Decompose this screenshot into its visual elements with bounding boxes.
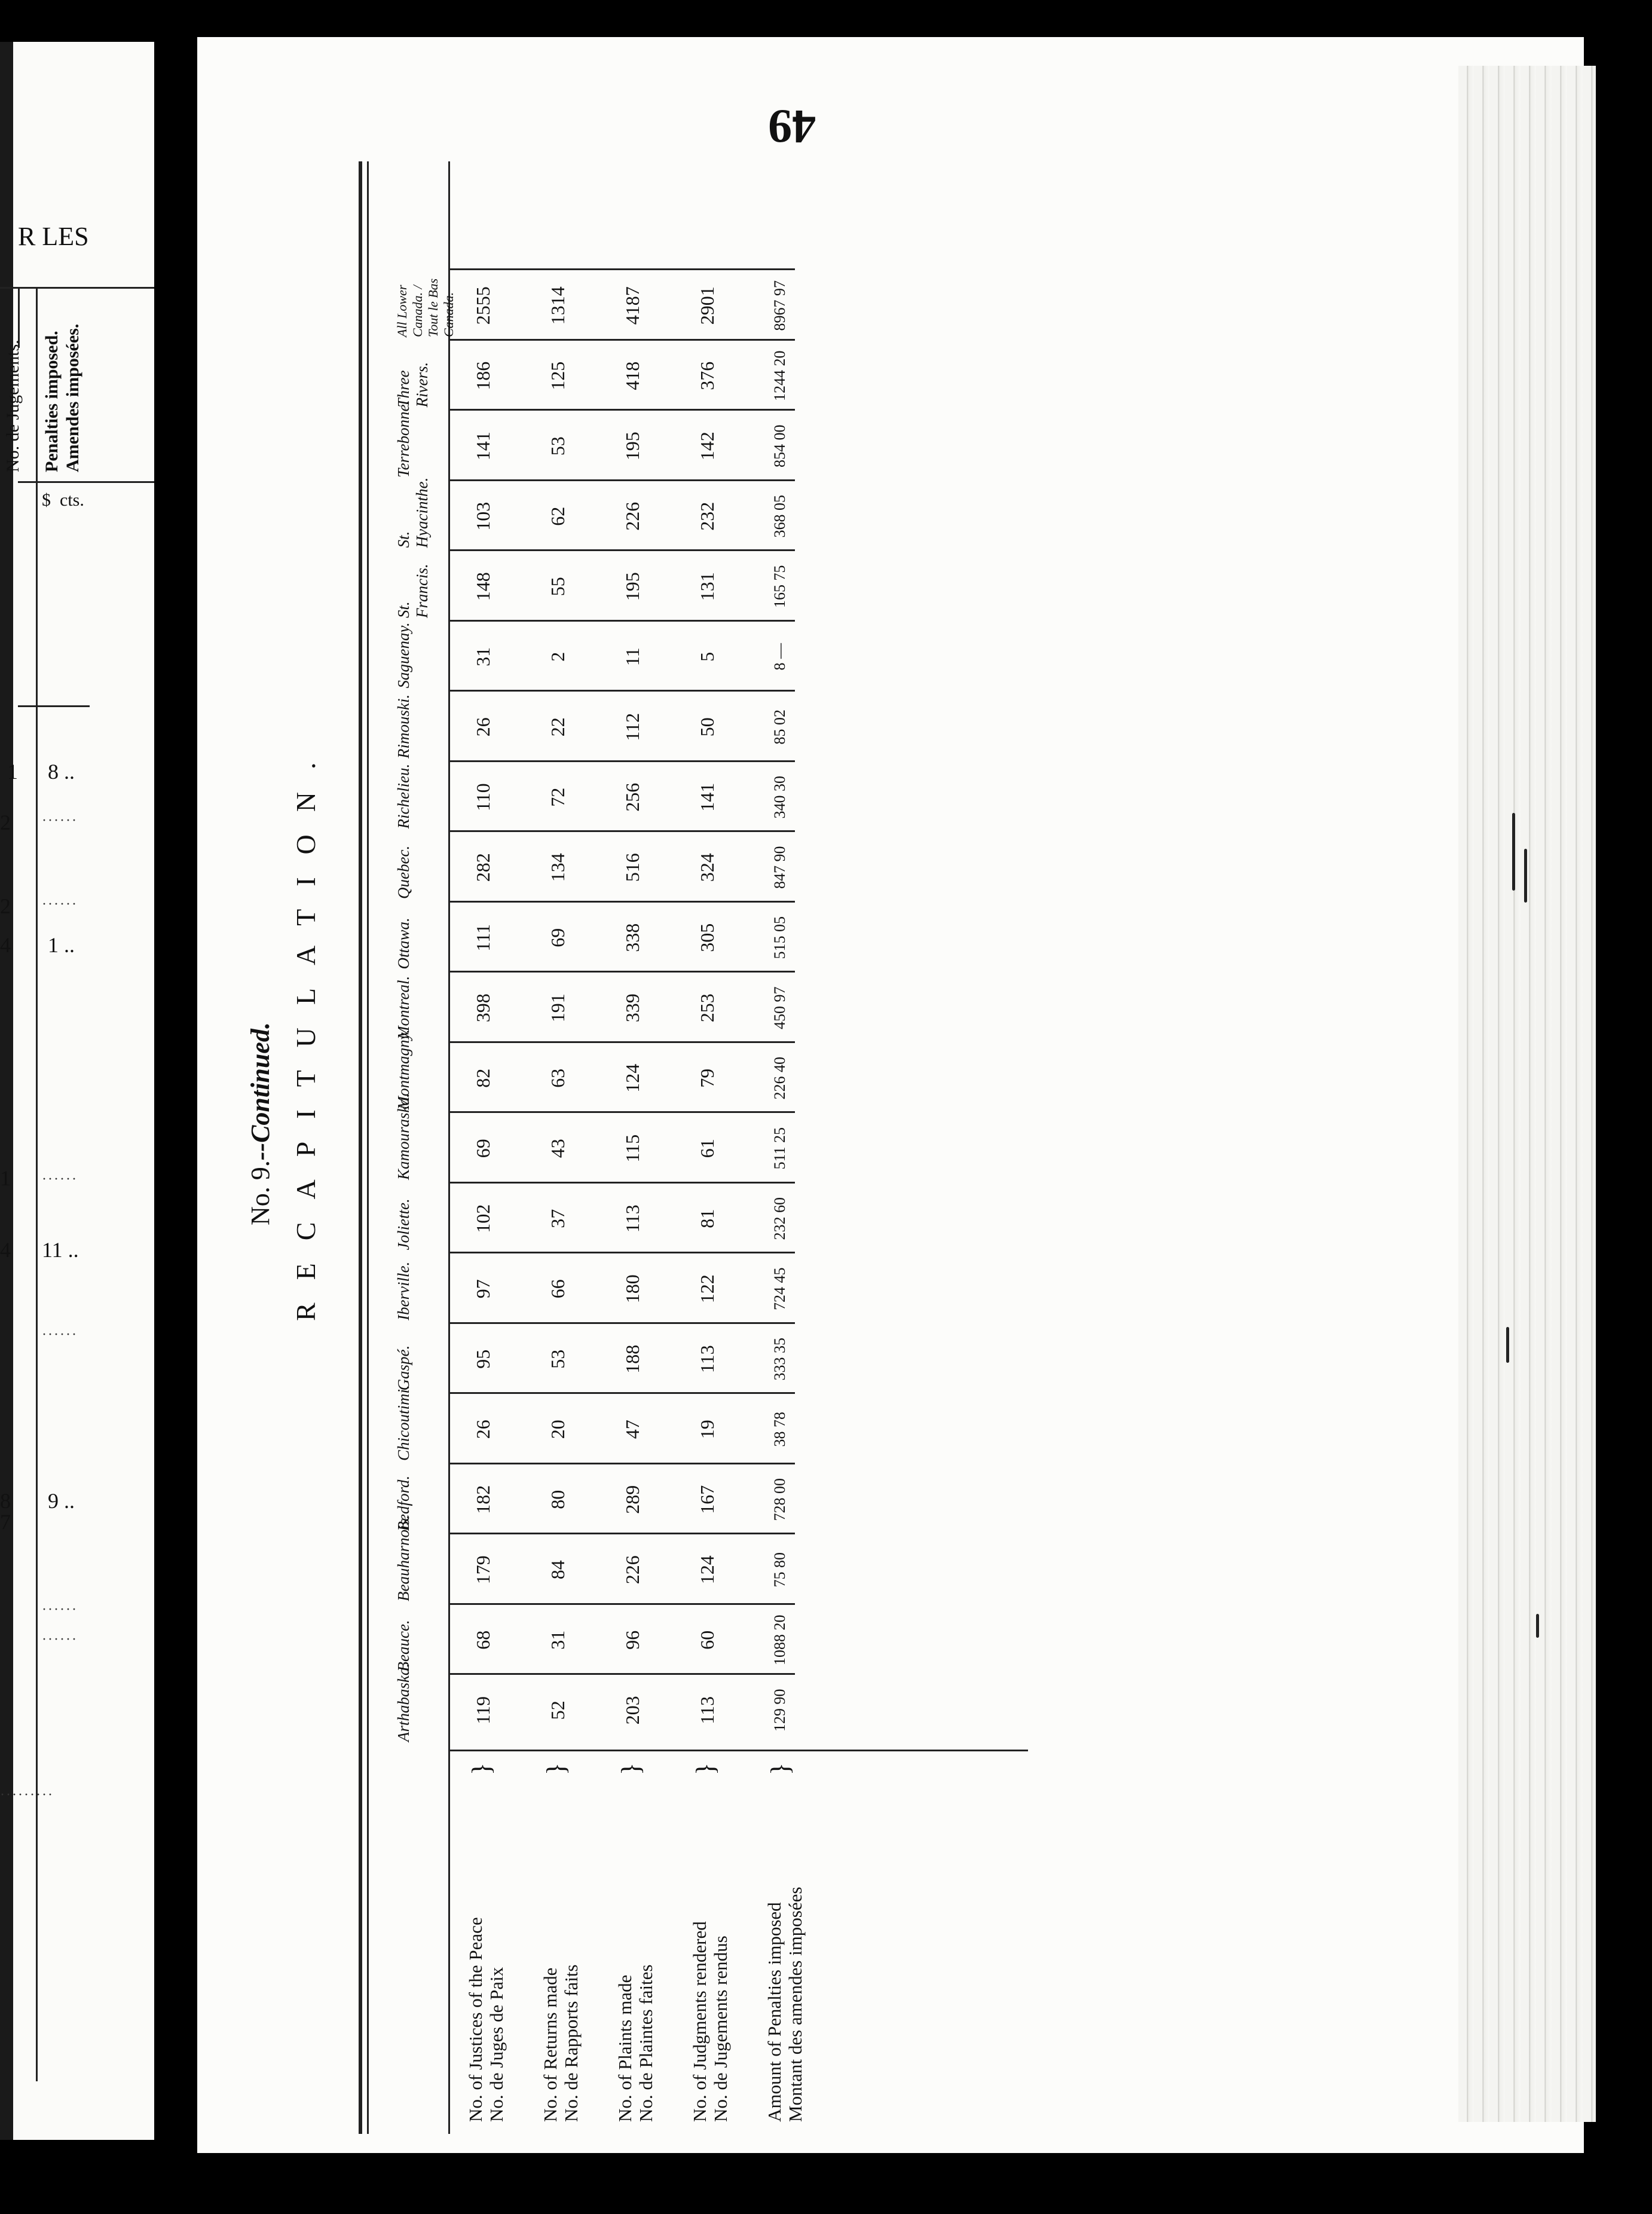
district-returns-value: 66	[547, 1279, 568, 1299]
district-justices-value: 95	[472, 1349, 494, 1369]
district-name: Kamouraska.	[394, 1093, 412, 1180]
district-judgments-value: 60	[696, 1630, 718, 1650]
district-name: St. Hyacinthe.	[394, 477, 431, 548]
district-justices-value: 282	[472, 853, 494, 882]
row-label-judgments-fr: No. de Jugements rendus	[710, 1935, 731, 2122]
facing-page-col-header: No. de Jugements.	[3, 340, 23, 472]
district-amount-value: 226 40	[771, 1057, 788, 1100]
district-name: St. Francis.	[394, 564, 431, 618]
table-title	[245, 1022, 276, 1225]
district-returns-value: 62	[547, 506, 568, 526]
district-justices-value: 103	[472, 501, 494, 531]
district-judgments-value: 167	[696, 1485, 718, 1514]
district-name: Saguenay.	[394, 622, 412, 689]
district-amount-value: 8 —	[771, 643, 788, 671]
district-justices-value: 102	[472, 1204, 494, 1233]
district-name: Three Rivers.	[394, 362, 431, 408]
facing-page-fragment: 2	[0, 811, 11, 834]
district-judgments-value: 113	[696, 1696, 718, 1724]
district-returns-value: 53	[547, 436, 568, 456]
district-justices-value: 141	[472, 432, 494, 461]
district-name: Montreal.	[394, 975, 412, 1039]
district-plaints-value: 195	[622, 432, 643, 461]
table-continued: --Continued.	[246, 1022, 275, 1161]
district-justices-value: 82	[472, 1068, 494, 1088]
district-judgments-value: 141	[696, 782, 718, 812]
facing-page-col-divider	[36, 288, 38, 2081]
district-plaints-value: 289	[622, 1485, 643, 1514]
district-returns-value: 63	[547, 1068, 568, 1088]
district-amount-value: 847 90	[771, 846, 788, 889]
district-justices-value: 110	[472, 783, 494, 812]
facing-page-rule	[18, 481, 154, 483]
district-plaints-value: 226	[622, 501, 643, 531]
leader-dots: ······	[42, 1172, 78, 1187]
district-name: Gaspé.	[394, 1345, 412, 1391]
leader-dots: ······	[42, 897, 78, 912]
district-name: Bedford.	[394, 1475, 412, 1531]
district-judgments-value: 142	[696, 432, 718, 461]
district-name: Rimouski.	[394, 694, 412, 759]
facing-page-fragment: 8 ..	[48, 760, 75, 784]
district-amount-value: 8967 97	[771, 280, 788, 331]
district-amount-value: 333 35	[771, 1338, 788, 1381]
district-returns-value: 69	[547, 928, 568, 947]
district-plaints-value: 188	[622, 1344, 643, 1374]
district-name: Iberville.	[394, 1261, 412, 1320]
district-returns-value: 84	[547, 1560, 568, 1580]
district-plaints-value: 11	[622, 647, 643, 666]
district-name: Richelieu.	[394, 763, 412, 829]
brace: }	[766, 1762, 795, 1775]
district-amount-value: 38 78	[771, 1412, 788, 1447]
page-number: 49	[768, 100, 816, 152]
district-judgments-value: 122	[696, 1274, 718, 1304]
facing-page-fragment: 8	[0, 1489, 11, 1513]
district-name: Terrebonne.	[394, 400, 412, 478]
district-judgments-value: 61	[696, 1139, 718, 1158]
facing-page-fragment: 4	[0, 933, 11, 957]
row-label-justices-fr: No. de Juges de Paix	[486, 1967, 507, 2122]
district-plaints-value: 339	[622, 993, 643, 1023]
district-plaints-value: 113	[622, 1204, 643, 1233]
district-returns-value: 43	[547, 1139, 568, 1158]
table-header-rule	[448, 161, 450, 2134]
district-judgments-value: 19	[696, 1420, 718, 1439]
book-page-edges	[1458, 66, 1596, 2122]
table-top-rule	[367, 161, 369, 2134]
district-amount-value: 75 80	[771, 1552, 788, 1588]
district-judgments-value: 305	[696, 923, 718, 952]
district-plaints-value: 47	[622, 1420, 643, 1439]
row-label-amount-en: Amount of Penalties imposed	[764, 1902, 785, 2122]
facing-page-header-fragment: R LES	[18, 222, 89, 251]
leader-dots: ·········	[0, 1787, 54, 1803]
brace: }	[542, 1762, 571, 1775]
district-judgments-value: 124	[696, 1555, 718, 1585]
row-label-returns-en: No. of Returns made	[540, 1967, 561, 2122]
district-plaints-value: 195	[622, 572, 643, 601]
district-returns-value: 55	[547, 577, 568, 597]
district-plaints-value: 338	[622, 923, 643, 952]
facing-page-fragment: 2	[0, 894, 11, 918]
district-justices-value: 398	[472, 993, 494, 1023]
district-returns-value: 31	[547, 1630, 568, 1650]
facing-page-col-divider	[18, 288, 20, 348]
district-judgments-value: 2901	[696, 286, 718, 325]
district-plaints-value: 418	[622, 361, 643, 390]
district-amount-value: 165 75	[771, 565, 788, 608]
district-justices-value: 179	[472, 1555, 494, 1585]
district-amount-value: 1244 20	[771, 350, 788, 401]
district-plaints-value: 96	[622, 1630, 643, 1650]
district-judgments-value: 5	[696, 652, 718, 662]
brace: }	[467, 1762, 496, 1775]
district-returns-value: 134	[547, 853, 568, 882]
district-justices-value: 119	[472, 1696, 494, 1724]
leader-dots: ······	[42, 1602, 78, 1617]
district-amount-value: 85 02	[771, 710, 788, 745]
table-top-rule	[359, 161, 362, 2134]
facing-page-fragment: 7	[0, 1510, 11, 1534]
row-label-justices-en: No. of Justices of the Peace	[465, 1917, 486, 2122]
row-label-plaints-fr: No. de Plaintes faites	[635, 1964, 656, 2122]
district-plaints-value: 203	[622, 1696, 643, 1725]
recapitulation-table	[359, 161, 1028, 2134]
facing-page-fragment: 1	[7, 760, 18, 784]
district-name: Quebec.	[394, 845, 412, 899]
district-amount-value: 340 30	[771, 776, 788, 819]
district-amount-value: 854 00	[771, 424, 788, 467]
district-returns-value: 191	[547, 993, 568, 1023]
facing-page-col-header: Amendes imposées.	[63, 323, 82, 472]
district-name: Montmagny.	[394, 1029, 412, 1110]
district-returns-value: 37	[547, 1209, 568, 1228]
table-body	[359, 161, 1028, 2134]
facing-page-fragment: 11 ..	[42, 1238, 79, 1262]
row-label-amount-fr: Montant des amendes imposées	[785, 1886, 806, 2122]
district-amount-value: 1088 20	[771, 1614, 788, 1665]
district-returns-value: 53	[547, 1349, 568, 1369]
district-amount-value: 129 90	[771, 1689, 788, 1732]
facing-page-fragment: 9 ..	[48, 1489, 75, 1513]
district-name: Arthabaska.	[394, 1663, 412, 1742]
facing-page-rule	[18, 705, 90, 707]
district-justices-value: 2555	[472, 286, 494, 325]
district-plaints-value: 226	[622, 1555, 643, 1585]
district-amount-value: 511 25	[771, 1127, 788, 1170]
row-label-judgments-en: No. of Judgments rendered	[689, 1921, 710, 2122]
district-judgments-value: 324	[696, 853, 718, 882]
district-judgments-value: 79	[696, 1068, 718, 1088]
facing-page-fragment: 1	[0, 1166, 11, 1190]
brace: }	[616, 1762, 645, 1775]
facing-page-currency: $	[42, 490, 51, 510]
district-plaints-value: 256	[622, 782, 643, 812]
district-name: All Lower Canada. / Tout le Bas Canada.	[394, 278, 456, 337]
district-returns-value: 52	[547, 1701, 568, 1720]
district-justices-value: 111	[472, 923, 494, 952]
facing-page-fragment: 1 ..	[48, 933, 75, 957]
leader-dots: ······	[42, 1327, 78, 1343]
recapitulation-heading: RECAPITULATION.	[290, 739, 321, 1321]
facing-page-rule	[0, 287, 154, 289]
district-judgments-value: 81	[696, 1209, 718, 1228]
district-justices-value: 186	[472, 361, 494, 390]
district-judgments-value: 113	[696, 1345, 718, 1374]
district-returns-value: 72	[547, 787, 568, 807]
district-judgments-value: 253	[696, 993, 718, 1023]
facing-page-fragment: 4	[0, 1238, 11, 1262]
leader-dots: ······	[42, 1632, 78, 1647]
district-justices-value: 26	[472, 717, 494, 737]
district-name: Ottawa.	[394, 918, 412, 970]
district-plaints-value: 516	[622, 853, 643, 882]
district-justices-value: 69	[472, 1139, 494, 1158]
row-label-returns-fr: No. de Rapports faits	[561, 1964, 582, 2122]
district-plaints-value: 180	[622, 1274, 643, 1304]
district-returns-value: 2	[547, 652, 568, 662]
facing-page	[0, 42, 154, 2140]
table-number: No. 9.	[246, 1160, 275, 1225]
district-judgments-value: 131	[696, 572, 718, 601]
district-name: Joliette.	[394, 1198, 412, 1250]
district-returns-value: 125	[547, 361, 568, 390]
district-judgments-value: 232	[696, 501, 718, 531]
district-name: Beauharnois.	[394, 1515, 412, 1601]
facing-page-col-header: Penalties imposed.	[42, 331, 62, 472]
row-label-plaints-en: No. of Plaints made	[614, 1974, 635, 2122]
district-returns-value: 20	[547, 1420, 568, 1439]
district-judgments-value: 50	[696, 717, 718, 737]
leader-dots: ······	[42, 813, 78, 828]
district-plaints-value: 115	[622, 1134, 643, 1163]
district-amount-value: 515 05	[771, 916, 788, 959]
row-label-divider	[448, 1750, 1028, 1751]
brace: }	[691, 1762, 720, 1775]
facing-page-cents: cts.	[60, 490, 84, 510]
district-justices-value: 182	[472, 1485, 494, 1514]
district-amount-value: 232 60	[771, 1197, 788, 1240]
district-amount-value: 368 05	[771, 495, 788, 538]
district-justices-value: 68	[472, 1630, 494, 1650]
district-plaints-value: 112	[622, 712, 643, 741]
district-justices-value: 148	[472, 572, 494, 601]
district-justices-value: 31	[472, 647, 494, 666]
district-name: Chicoutimi.	[394, 1385, 412, 1461]
district-returns-value: 22	[547, 717, 568, 737]
district-amount-value: 728 00	[771, 1478, 788, 1521]
district-plaints-value: 4187	[622, 286, 643, 325]
district-amount-value: 724 45	[771, 1267, 788, 1310]
district-judgments-value: 376	[696, 361, 718, 390]
district-plaints-value: 124	[622, 1063, 643, 1093]
district-returns-value: 1314	[547, 286, 568, 325]
district-justices-value: 26	[472, 1420, 494, 1439]
district-name: Beauce.	[394, 1620, 412, 1672]
district-returns-value: 80	[547, 1490, 568, 1509]
district-justices-value: 97	[472, 1279, 494, 1299]
district-amount-value: 450 97	[771, 986, 788, 1029]
